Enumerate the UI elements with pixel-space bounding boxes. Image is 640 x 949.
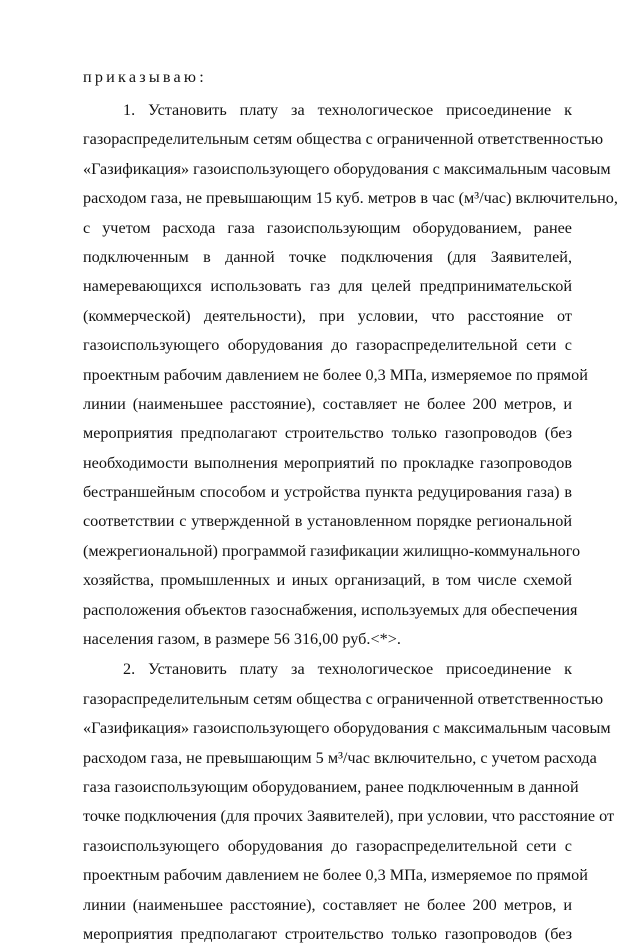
text-line: точке подключения (для прочих Заявителей), при условии, что расстояние от	[83, 807, 615, 826]
text-line: проектным рабочим давлением не более 0,3 МПа, измеряемое по прямой	[83, 866, 588, 885]
text-line: хозяйства, промышленных и иных организаций, в том числе схемой	[83, 571, 572, 590]
text-line: (коммерческой) деятельности), при условии, что расстояние от	[83, 306, 572, 325]
text-line: 2. Установить плату за технологическое присоединение к	[123, 660, 572, 679]
text-line: необходимости выполнения мероприятий по прокладке газопроводов	[83, 453, 572, 472]
text-line: газоиспользующего оборудования до газораспределительной сети с	[83, 336, 572, 355]
document-body	[83, 96, 618, 949]
text-line: бестраншейным способом и устройства пункта редуцирования газа) в	[83, 483, 572, 502]
text-line: подключенным в данной точке подключения (для Заявителей,	[83, 247, 572, 266]
text-line: «Газификация» газоиспользующего оборудования с максимальным часовым	[83, 159, 611, 178]
order-heading: приказываю:	[83, 68, 207, 86]
text-line: расходом газа, не превышающим 15 куб. метров в час (м³/час) включительно,	[83, 189, 618, 208]
text-line: линии (наименьшее расстояние), составляет не более 200 метров, и	[83, 895, 572, 914]
text-line: соответствии с утвержденной в установленном порядке региональной	[83, 512, 572, 531]
text-line: (межрегиональной) программой газификации жилищно-коммунального	[83, 541, 581, 560]
text-line: «Газификация» газоиспользующего оборудования с максимальным часовым	[83, 719, 611, 738]
text-line: газораспределительным сетям общества с ограниченной ответственностью	[83, 130, 604, 149]
text-line: 1. Установить плату за технологическое присоединение к	[123, 101, 572, 119]
text-line: проектным рабочим давлением не более 0,3 МПа, измеряемое по прямой	[83, 365, 588, 384]
text-line: намеревающихся использовать газ для целей предпринимательской	[83, 277, 572, 296]
paragraph-1	[83, 96, 618, 654]
text-line: газоиспользующего оборудования до газораспределительной сети с	[83, 836, 572, 855]
text-line: мероприятия предполагают строительство только газопроводов (без	[83, 424, 572, 443]
text-line: линии (наименьшее расстояние), составляет не более 200 метров, и	[83, 394, 572, 413]
text-line: расположения объектов газоснабжения, используемых для обеспечения	[83, 600, 578, 619]
text-line: расходом газа, не превышающим 5 м³/час включительно, с учетом расхода	[83, 748, 597, 767]
text-line: газораспределительным сетям общества с ограниченной ответственностью	[83, 689, 604, 708]
text-line: населения газом, в размере 56 316,00 руб.<*>.	[83, 630, 401, 649]
text-line: мероприятия предполагают строительство только газопроводов (без	[83, 924, 572, 943]
text-line: газа газоиспользующим оборудованием, ранее подключенным в данной	[83, 777, 579, 796]
text-line: с учетом расхода газа газоиспользующим оборудованием, ранее	[83, 218, 572, 237]
